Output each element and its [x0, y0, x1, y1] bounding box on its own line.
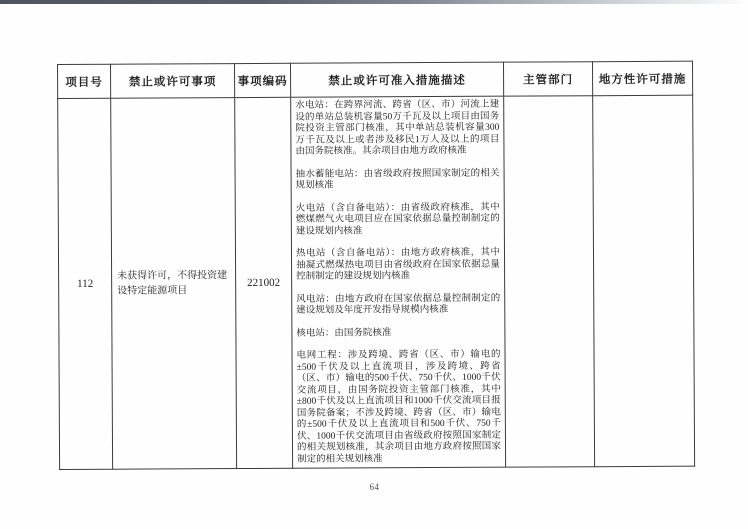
header-matter: 禁止或许可事项 [111, 64, 235, 99]
cell-local-measures [593, 95, 695, 467]
table-header-row [58, 61, 693, 98]
header-code: 事项编码 [235, 63, 291, 97]
header-department: 主管部门 [503, 62, 592, 96]
cell-department [504, 96, 595, 467]
description-paragraph: 风电站：由地方政府在国家依据总量控制制定的建设规划及年度开发指导规模内核准 [296, 293, 501, 316]
description-paragraph: 水电站：在跨界河流、跨省（区、市）河流上建设的单站总装机容量50万千瓦及以上项目由国务院投资主管部门核准，其中单站总装机容量300万千瓦及以上或者涉及移民1万人及以上的项目由国务院核准。其余项目由地方政府核准 [295, 99, 500, 157]
header-local-measures: 地方性许可措施 [592, 61, 692, 96]
description-paragraphs [291, 97, 505, 468]
scan-edge-artifact [0, 0, 748, 4]
cell-item-no: 112 [58, 98, 113, 469]
page-number: 64 [369, 482, 380, 492]
description-paragraph: 抽水蓄能电站：由省级政府按照国家制定的相关规划核准 [295, 168, 500, 191]
description-paragraph: 火电站（含自备电站）：由省级政府核准，其中燃煤燃气火电项目应在国家依据总量控制制定的建设规划内核准 [295, 202, 500, 237]
cell-code: 221002 [235, 97, 293, 468]
cell-description [291, 96, 506, 468]
description-paragraph: 核电站：由国务院核准 [296, 327, 392, 339]
description-paragraph: 电网工程：涉及跨境、跨省（区、市）输电的±500千伏及以上直流项目，涉及跨境、跨省（区、市）输电的500千伏、750千伏、1000千伏交流项目，由国务院投资主管部门核准，其中±800千伏及以上直流项目和1000千伏交流项目报国务院备案；不涉及跨境、跨省（区、市）输电的±500千伏及以上直流项目和500千伏、750千伏、1000千伏交流项目由省级政府按照国家制定的相关规划核准，其余项目由地方政府按照国家制定的相关规划核准 [296, 349, 502, 465]
document-table-area [57, 61, 695, 470]
table-row [58, 95, 695, 469]
header-description: 禁止或许可准入措施描述 [290, 62, 503, 97]
description-paragraph: 热电站（含自备电站）：由地方政府核准，其中抽凝式燃煤热电项目由省级政府在国家依据总量控制制定的建设规划内核准 [295, 247, 501, 282]
cell-matter [111, 98, 237, 470]
permit-items-table [57, 61, 695, 470]
header-item-no: 项目号 [58, 64, 111, 98]
matter-text: 未获得许可，不得投资建设特定能源项目 [117, 270, 228, 297]
